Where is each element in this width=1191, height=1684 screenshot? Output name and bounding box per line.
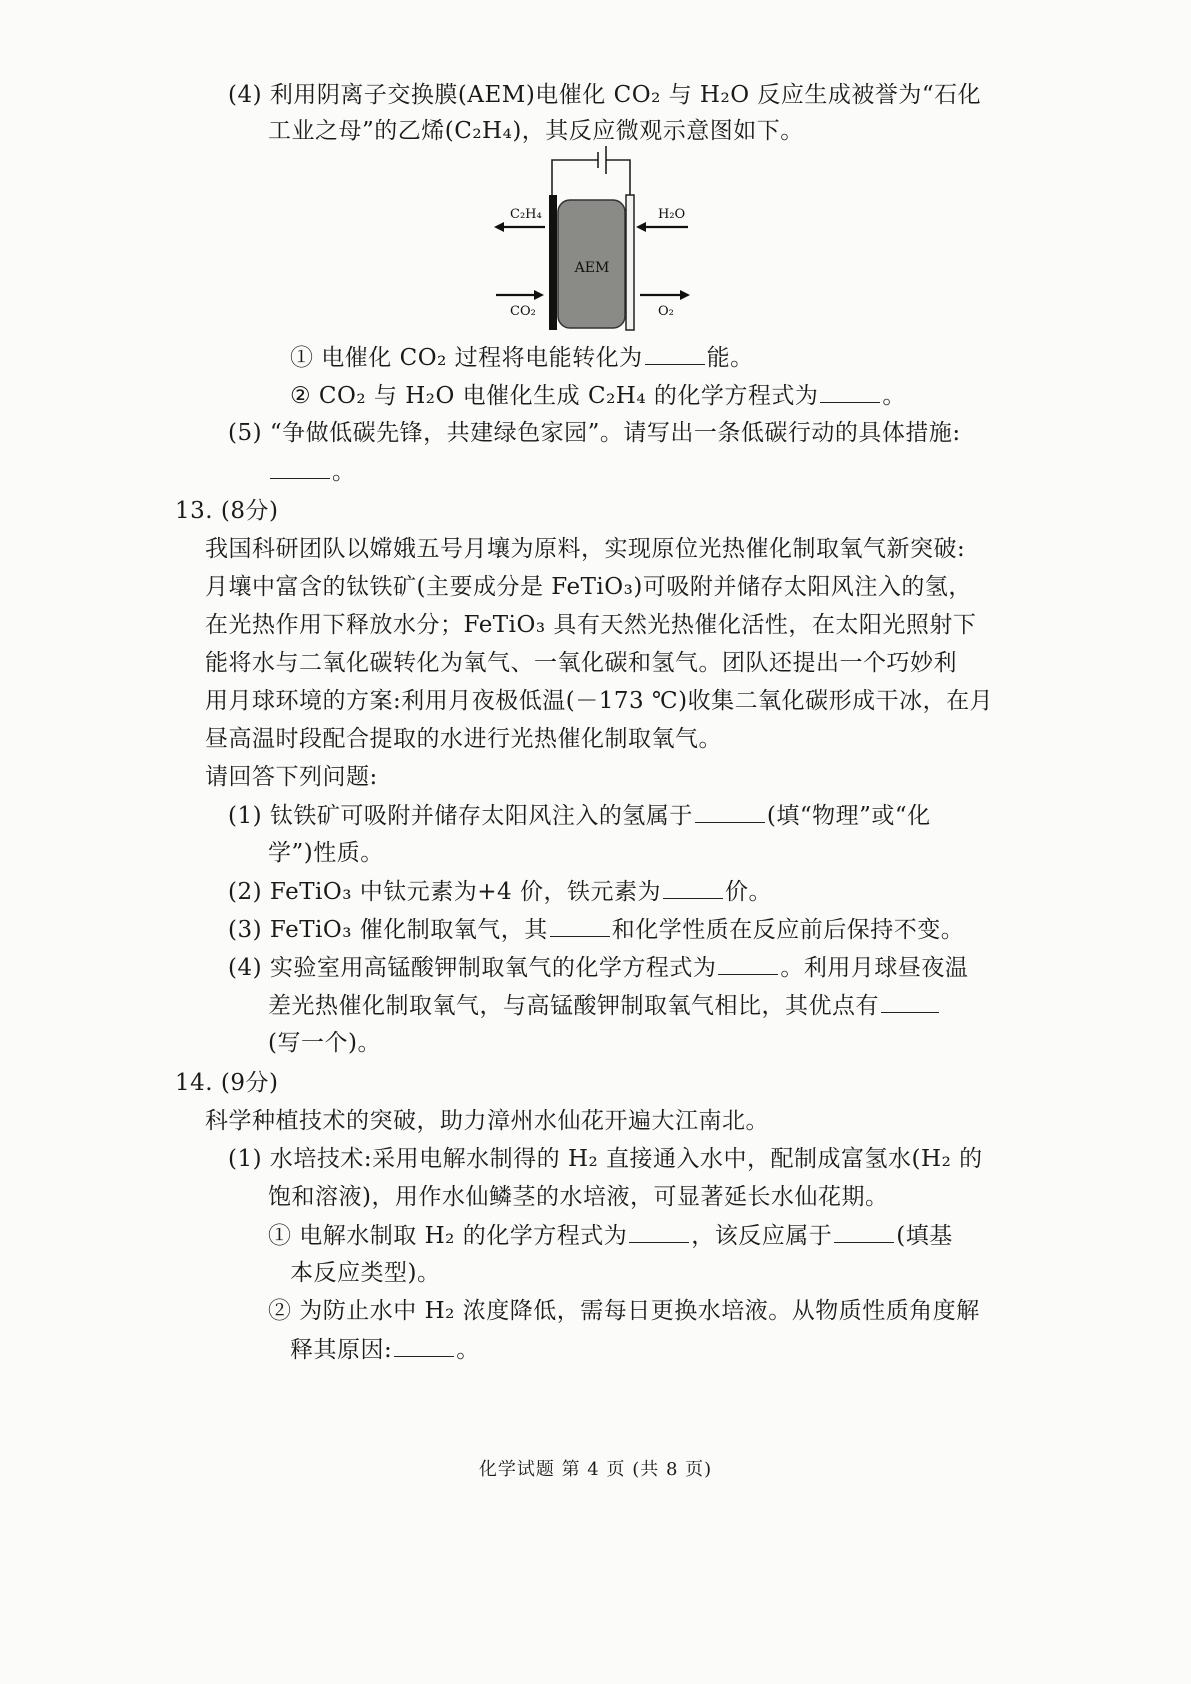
q14-sub1-2-tail: 。 [456,1337,480,1363]
q12-4-number: (4) [228,82,263,108]
q14-sub1-1-mid: ，该反应属于 [691,1223,833,1249]
answer-blank[interactable] [550,914,610,937]
q12-4-sub1 [290,342,754,373]
q13-para-line: 能将水与二氧化碳转化为氧气、一氧化碳和氢气。团队还提出一个巧妙利 [205,650,957,676]
q13-sub4-text2: 差光热催化制取氧气，与高锰酸钾制取氧气相比，其优点有 [268,993,879,1019]
q12-5-line2 [268,456,356,487]
q14-sub1-1-text: ① 电解水制取 H₂ 的化学方程式为 [268,1223,628,1249]
q14-sub1-2-cont [290,1334,480,1365]
co2-label: CO₂ [510,304,536,319]
q13-header: 13. (8分) [175,498,279,524]
q14-sub1: (1) 水培技术:采用电解水制得的 H₂ 直接通入水中，配制成富氢水(H₂ 的 [228,1146,983,1172]
q12-4-sub1-tail: 能。 [706,345,754,371]
cathode-electrode [549,195,557,330]
q13-sub2-tail: 价。 [725,879,773,905]
q14-intro: 科学种植技术的突破，助力漳州水仙花开遍大江南北。 [205,1108,769,1134]
q14-sub1-2-text: 释其原因: [290,1337,393,1363]
q13-sub1-cont: 学”)性质。 [268,840,384,866]
q14-sub1-1 [268,1220,953,1251]
q13-sub1-text: (1) 钛铁矿可吸附并储存太阳风注入的氢属于 [228,803,693,829]
answer-blank[interactable] [820,380,880,403]
answer-blank[interactable] [629,1220,689,1243]
q14-sub1-cont: 饱和溶液)，用作水仙鳞茎的水培液，可显著延长水仙花期。 [268,1184,889,1210]
q13-para-line: 在光热作用下释放水分；FeTiO₃ 具有天然光热催化活性，在太阳光照射下 [205,612,977,638]
q13-sub1 [228,800,931,831]
answer-blank[interactable] [881,990,939,1013]
c2h4-label: C₂H₄ [510,207,542,222]
aem-label: AEM [574,260,610,276]
q12-5-tail: 。 [332,459,356,485]
answer-blank[interactable] [695,800,765,823]
q12-5-line1 [228,418,961,448]
h2o-label: H₂O [658,207,686,222]
q13-sub3-tail: 和化学性质在反应前后保持不变。 [611,917,965,943]
q13-sub4-text: (4) 实验室用高锰酸钾制取氧气的化学方程式为 [228,955,717,981]
q12-5-number: (5) [228,420,263,446]
answer-blank[interactable] [718,952,778,975]
q13-para-line: 用月球环境的方案:利用月夜极低温(－173 ℃)收集二氧化碳形成干冰，在月 [205,688,994,714]
q14-sub1-1-cont: 本反应类型)。 [290,1260,441,1286]
q12-5-text: “争做低碳先锋，共建绿色家园”。请写出一条低碳行动的具体措施: [269,420,961,446]
q12-4-text1: 利用阴离子交换膜(AEM)电催化 CO₂ 与 H₂O 反应生成被誉为“石化 [269,82,982,108]
q12-4-line2: 工业之母”的乙烯(C₂H₄)，其反应微观示意图如下。 [268,118,804,144]
q14-sub1-1-tail: (填基 [896,1223,953,1249]
q12-4-line1 [228,80,981,110]
q13-sub4 [228,952,968,983]
answer-blank[interactable] [394,1334,454,1357]
answer-blank[interactable] [834,1220,894,1243]
q13-sub4-tail: 。利用月球昼夜温 [780,955,969,981]
q12-4-sub2 [290,380,906,411]
q12-4-sub2-tail: 。 [882,383,906,409]
aem-diagram [510,160,760,360]
q14-header: 14. (9分) [175,1070,279,1096]
q13-sub2 [228,876,772,907]
q14-sub1-2: ② 为防止水中 H₂ 浓度降低，需每日更换水培液。从物质性质角度解 [268,1298,980,1324]
q13-sub4-cont [268,990,941,1021]
q13-sub1-tail: (填“物理”或“化 [766,803,931,829]
answer-blank[interactable] [645,342,705,365]
q13-prompt: 请回答下列问题: [205,764,378,790]
page-footer: 化学试题 第 4 页 (共 8 页) [478,1459,713,1480]
o2-label: O₂ [658,304,674,319]
q13-para-line: 我国科研团队以嫦娥五号月壤为原料，实现原位光热催化制取氧气新突破: [205,536,966,562]
answer-blank[interactable] [270,456,330,479]
q13-sub2-text: (2) FeTiO₃ 中钛元素为+4 价，铁元素为 [228,879,662,905]
q13-para-line: 月壤中富含的钛铁矿(主要成分是 FeTiO₃)可吸附并储存太阳风注入的氢， [205,574,972,600]
q12-4-sub1-text: ① 电催化 CO₂ 过程将电能转化为 [290,345,643,371]
q12-4-sub2-text: ② CO₂ 与 H₂O 电催化生成 C₂H₄ 的化学方程式为 [290,383,819,409]
anode-electrode [626,195,634,330]
answer-blank[interactable] [663,876,723,899]
q13-sub3-text: (3) FeTiO₃ 催化制取氧气，其 [228,917,548,943]
q13-sub4-cont2: (写一个)。 [268,1030,381,1056]
q13-sub3 [228,914,964,945]
q13-para-line: 昼高温时段配合提取的水进行光热催化制取氧气。 [205,726,722,752]
